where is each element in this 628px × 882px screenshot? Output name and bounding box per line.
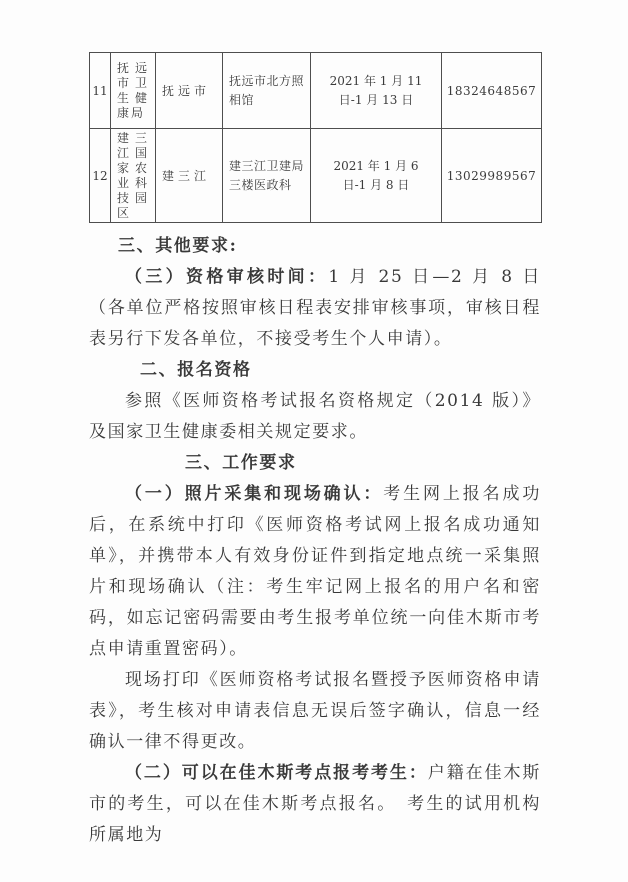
paragraph-review-time xyxy=(89,262,541,355)
paragraph-photo-confirmation-text: 考生网上报名成功后，在系统中打印《医师资格考试网上报名成功通知单》，并携带本人有效身份证件到指定地点统一采集照片和现场确认（注：考生牢记网上报名的用户名和密码，如忘记密码需要由考生报考单位统一向佳木斯市考点申请重置密码）。 xyxy=(89,484,541,659)
phone-cell: 18324648567 xyxy=(442,53,542,129)
heading-work-requirements: 三、工作要求 xyxy=(185,453,297,473)
row-number-cell: 12 xyxy=(90,129,111,223)
location-cell: 建三江卫建局三楼医政科 xyxy=(223,129,311,223)
registration-sites-table xyxy=(89,52,542,223)
heading-other-requirements: 三、其他要求: xyxy=(118,236,238,256)
location-cell: 抚远市北方照相馆 xyxy=(223,53,311,129)
row-number-cell: 11 xyxy=(90,53,111,129)
document-body xyxy=(89,231,541,851)
table-row xyxy=(90,129,542,223)
date-range-cell: 2021 年 1 月 11 日-1 月 13 日 xyxy=(311,53,442,129)
paragraph-jiamusi-eligibility xyxy=(89,758,541,851)
paragraph-review-time-text: 1 月 25 日—2 月 8 日（各单位严格按照审核日程表安排审核事项，审核日程表另行下发各单位，不接受考生个人申请）。 xyxy=(89,267,541,349)
city-cell: 建三江 xyxy=(156,129,223,223)
phone-cell: 13029989567 xyxy=(442,129,542,223)
organization-cell: 抚远市卫生健康局 xyxy=(111,53,156,129)
date-range-cell: 2021 年 1 月 6 日-1 月 8 日 xyxy=(311,129,442,223)
paragraph-review-time-lead: （三）资格审核时间： xyxy=(125,267,329,287)
paragraph-photo-confirmation-lead: （一）照片采集和现场确认： xyxy=(125,484,384,504)
organization-cell: 建三江国家农业科技园区 xyxy=(111,129,156,223)
paragraph-print-application: 现场打印《医师资格考试报名暨授予医师资格申请表》，考生核对申请表信息无误后签字确认，信息一经确认一律不得更改。 xyxy=(89,670,541,752)
paragraph-photo-confirmation xyxy=(89,479,541,665)
paragraph-signup-qualification: 参照《医师资格考试报名资格规定（2014 版）》及国家卫生健康委相关规定要求。 xyxy=(89,391,541,442)
table-row xyxy=(90,53,542,129)
city-cell: 抚远市 xyxy=(156,53,223,129)
heading-signup-qualification: 二、报名资格 xyxy=(140,360,252,380)
paragraph-jiamusi-eligibility-text: 户籍在佳木斯市的考生，可以在佳木斯考点报名。 考生的试用机构所属地为 xyxy=(89,763,541,845)
paragraph-jiamusi-eligibility-lead: （二）可以在佳木斯考点报考考生： xyxy=(125,763,428,783)
